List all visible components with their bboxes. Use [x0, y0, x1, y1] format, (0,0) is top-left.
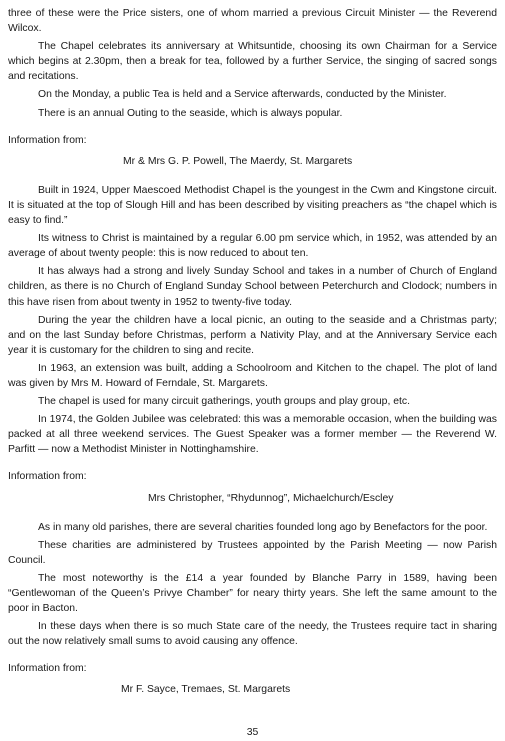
document-page	[8, 6, 497, 698]
paragraph: During the year the children have a local picnic, an outing to the seaside and a Christmas party; and on the last Sunday before Christmas, perform a Nativity Play, and at the Anniversary Service each year it is customary for the children to sing and recite.	[8, 314, 497, 356]
paragraph: The chapel is used for many circuit gatherings, youth groups and play group, etc.	[38, 396, 410, 408]
paragraph: As in many old parishes, there are several charities founded long ago by Benefactors for the poor.	[38, 521, 488, 533]
informant-name: Mrs Christopher, “Rhydunnog”, Michaelchurch/Escley	[148, 492, 394, 504]
information-from-label: Information from:	[8, 134, 87, 146]
information-from-label: Information from:	[8, 471, 87, 483]
paragraph: Its witness to Christ is maintained by a regular 6.00 pm service which, in 1952, was attended by an average of about twenty people: this is now reduced to about ten.	[8, 233, 497, 260]
paragraph: The Chapel celebrates its anniversary at Whitsuntide, choosing its own Chairman for a Service which begins at 2.30pm, then a break for tea, followed by a further Service, the singing of sacred songs and recitations.	[8, 41, 497, 83]
paragraph: Built in 1924, Upper Maescoed Methodist Chapel is the youngest in the Cwm and Kingstone circuit. It is situated at the top of Slough Hill and has been described by visiting preachers as “the chapel which is easy to find.”	[8, 184, 497, 227]
paragraph: There is an annual Outing to the seaside, which is always popular.	[38, 107, 343, 119]
informant-name: Mr F. Sayce, Tremaes, St. Margarets	[121, 684, 291, 696]
paragraph: In 1974, the Golden Jubilee was celebrated: this was a memorable occasion, when the building was packed at all three weekend services. The Guest Speaker was a former member — the Reverend W. Parfitt — now a Methodist Minister in Nottinghamshire.	[8, 414, 497, 456]
paragraph: It has always had a strong and lively Sunday School and takes in a number of Church of England children, as there is no Church of England Sunday School between Peterchurch and Clodock; numbers in this have risen from about twenty in 1952 to twenty-five today.	[8, 266, 497, 308]
information-from-label: Information from:	[8, 663, 87, 675]
paragraph: On the Monday, a public Tea is held and a Service afterwards, conducted by the Minister.	[38, 89, 447, 101]
paragraph: three of these were the Price sisters, one of whom married a previous Circuit Minister — the Reverend Wilcox.	[8, 8, 497, 35]
paragraph: The most noteworthy is the £14 a year founded by Blanche Parry in 1589, having been “Gentlewoman of the Queen’s Privye Chamber” for neary thirty years. She left the same amount to the poor in Bacton.	[8, 572, 497, 615]
informant-name: Mr & Mrs G. P. Powell, The Maerdy, St. Margarets	[123, 155, 353, 167]
paragraph: In these days when there is so much State care of the needy, the Trustees require tact in sharing out the now relatively small sums to avoid causing any offence.	[8, 621, 497, 648]
paragraph: These charities are administered by Trustees appointed by the Parish Meeting — now Parish Council.	[8, 539, 497, 566]
paragraph: In 1963, an extension was built, adding a Schoolroom and Kitchen to the chapel. The plot of land was given by Mrs M. Howard of Ferndale, St. Margarets.	[8, 362, 497, 389]
page-number: 35	[246, 727, 259, 738]
